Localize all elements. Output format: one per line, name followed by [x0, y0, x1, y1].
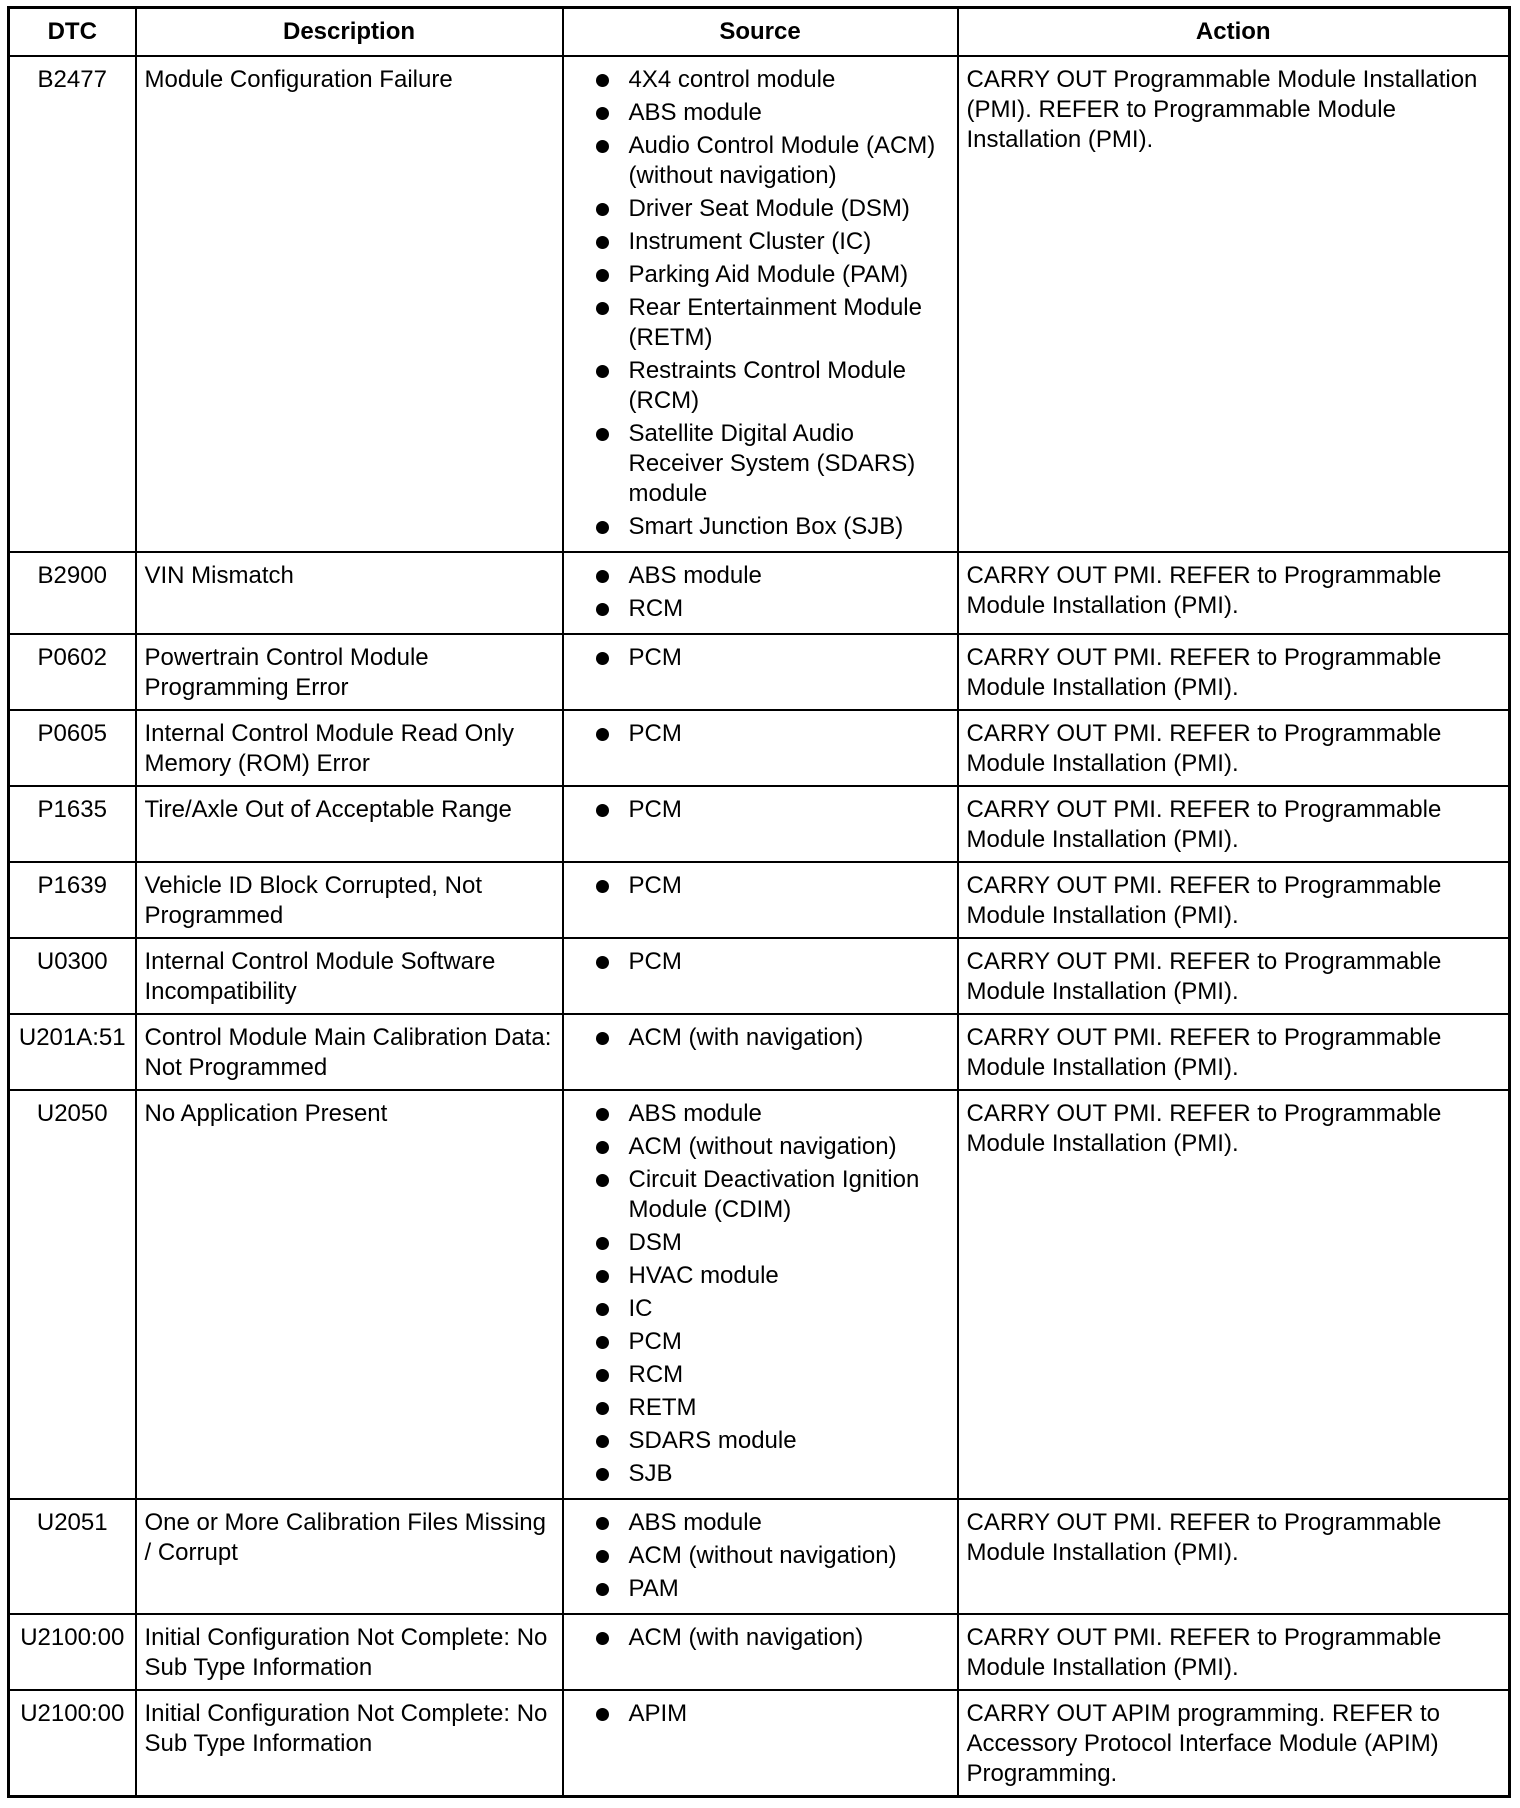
source-cell — [563, 862, 958, 938]
action-text: CARRY OUT PMI. REFER to Programmable Module Installation (PMI). — [958, 1014, 1510, 1090]
source-item: ACM (with navigation) — [596, 1023, 949, 1053]
source-item: SJB — [596, 1459, 949, 1489]
source-item: ABS module — [596, 98, 949, 128]
source-list — [572, 65, 949, 542]
source-item: ACM (without navigation) — [596, 1132, 949, 1162]
header-action: Action — [958, 8, 1510, 57]
action-text: CARRY OUT PMI. REFER to Programmable Module Installation (PMI). — [958, 938, 1510, 1014]
source-item: ACM (without navigation) — [596, 1541, 949, 1571]
source-item: DSM — [596, 1228, 949, 1258]
source-list — [572, 871, 949, 901]
source-item: ABS module — [596, 561, 949, 591]
source-item: RCM — [596, 1360, 949, 1390]
action-text: CARRY OUT PMI. REFER to Programmable Module Installation (PMI). — [958, 786, 1510, 862]
source-item: PCM — [596, 643, 949, 673]
dtc-code: P0605 — [9, 710, 136, 786]
table-row — [9, 552, 1510, 634]
dtc-description: Module Configuration Failure — [136, 56, 563, 552]
header-row — [9, 8, 1510, 57]
source-list — [572, 1623, 949, 1653]
source-item: 4X4 control module — [596, 65, 949, 95]
dtc-code: B2477 — [9, 56, 136, 552]
table-row — [9, 634, 1510, 710]
source-cell — [563, 1499, 958, 1614]
source-item: Driver Seat Module (DSM) — [596, 194, 949, 224]
source-item: Instrument Cluster (IC) — [596, 227, 949, 257]
dtc-code: P0602 — [9, 634, 136, 710]
table-row — [9, 1614, 1510, 1690]
source-cell — [563, 786, 958, 862]
action-text: CARRY OUT Programmable Module Installation (PMI). REFER to Programmable Module Installation (PMI). — [958, 56, 1510, 552]
table-row — [9, 786, 1510, 862]
action-text: CARRY OUT PMI. REFER to Programmable Module Installation (PMI). — [958, 1614, 1510, 1690]
source-list — [572, 643, 949, 673]
source-cell — [563, 1614, 958, 1690]
source-item: PCM — [596, 1327, 949, 1357]
source-item: Satellite Digital Audio Receiver System (SDARS) module — [596, 419, 949, 509]
dtc-description: Tire/Axle Out of Acceptable Range — [136, 786, 563, 862]
source-cell — [563, 1690, 958, 1797]
dtc-description: Initial Configuration Not Complete: No Sub Type Information — [136, 1614, 563, 1690]
dtc-code: U2100:00 — [9, 1614, 136, 1690]
source-item: Restraints Control Module (RCM) — [596, 356, 949, 416]
header-dtc: DTC — [9, 8, 136, 57]
source-list — [572, 1023, 949, 1053]
table-body — [9, 56, 1510, 1797]
table-row — [9, 710, 1510, 786]
source-item: Rear Entertainment Module (RETM) — [596, 293, 949, 353]
source-list — [572, 1099, 949, 1489]
source-item: Smart Junction Box (SJB) — [596, 512, 949, 542]
dtc-description: Powertrain Control Module Programming Error — [136, 634, 563, 710]
header-description: Description — [136, 8, 563, 57]
source-item: ABS module — [596, 1099, 949, 1129]
source-item: PCM — [596, 871, 949, 901]
action-text: CARRY OUT PMI. REFER to Programmable Module Installation (PMI). — [958, 1090, 1510, 1499]
source-cell — [563, 1090, 958, 1499]
dtc-description: Initial Configuration Not Complete: No Sub Type Information — [136, 1690, 563, 1797]
source-item: ABS module — [596, 1508, 949, 1538]
dtc-description: No Application Present — [136, 1090, 563, 1499]
table-row — [9, 938, 1510, 1014]
source-item: IC — [596, 1294, 949, 1324]
source-cell — [563, 552, 958, 634]
dtc-description: One or More Calibration Files Missing / Corrupt — [136, 1499, 563, 1614]
source-list — [572, 719, 949, 749]
source-cell — [563, 56, 958, 552]
action-text: CARRY OUT PMI. REFER to Programmable Module Installation (PMI). — [958, 710, 1510, 786]
source-item: Parking Aid Module (PAM) — [596, 260, 949, 290]
source-item: HVAC module — [596, 1261, 949, 1291]
source-item: PCM — [596, 795, 949, 825]
source-list — [572, 1508, 949, 1604]
dtc-code: P1635 — [9, 786, 136, 862]
source-cell — [563, 710, 958, 786]
dtc-code: U2050 — [9, 1090, 136, 1499]
source-item: RETM — [596, 1393, 949, 1423]
dtc-code: U0300 — [9, 938, 136, 1014]
source-cell — [563, 1014, 958, 1090]
table-row — [9, 1090, 1510, 1499]
source-item: ACM (with navigation) — [596, 1623, 949, 1653]
source-cell — [563, 938, 958, 1014]
source-item: PAM — [596, 1574, 949, 1604]
dtc-table — [7, 6, 1511, 1798]
dtc-description: Internal Control Module Read Only Memory (ROM) Error — [136, 710, 563, 786]
table-row — [9, 56, 1510, 552]
source-item: APIM — [596, 1699, 949, 1729]
action-text: CARRY OUT PMI. REFER to Programmable Module Installation (PMI). — [958, 634, 1510, 710]
action-text: CARRY OUT APIM programming. REFER to Accessory Protocol Interface Module (APIM) Programming. — [958, 1690, 1510, 1797]
source-list — [572, 947, 949, 977]
table-row — [9, 1499, 1510, 1614]
dtc-description: Control Module Main Calibration Data: Not Programmed — [136, 1014, 563, 1090]
source-list — [572, 1699, 949, 1729]
dtc-code: U2100:00 — [9, 1690, 136, 1797]
source-item: PCM — [596, 719, 949, 749]
table-row — [9, 1690, 1510, 1797]
dtc-description: Vehicle ID Block Corrupted, Not Programmed — [136, 862, 563, 938]
source-item: SDARS module — [596, 1426, 949, 1456]
source-cell — [563, 634, 958, 710]
source-item: RCM — [596, 594, 949, 624]
source-item: Audio Control Module (ACM) (without navigation) — [596, 131, 949, 191]
table-row — [9, 862, 1510, 938]
dtc-code: P1639 — [9, 862, 136, 938]
dtc-description: VIN Mismatch — [136, 552, 563, 634]
source-item: PCM — [596, 947, 949, 977]
action-text: CARRY OUT PMI. REFER to Programmable Module Installation (PMI). — [958, 862, 1510, 938]
action-text: CARRY OUT PMI. REFER to Programmable Module Installation (PMI). — [958, 1499, 1510, 1614]
source-item: Circuit Deactivation Ignition Module (CDIM) — [596, 1165, 949, 1225]
header-source: Source — [563, 8, 958, 57]
dtc-code: U201A:51 — [9, 1014, 136, 1090]
source-list — [572, 795, 949, 825]
table-row — [9, 1014, 1510, 1090]
dtc-code: B2900 — [9, 552, 136, 634]
dtc-description: Internal Control Module Software Incompatibility — [136, 938, 563, 1014]
dtc-code: U2051 — [9, 1499, 136, 1614]
source-list — [572, 561, 949, 624]
action-text: CARRY OUT PMI. REFER to Programmable Module Installation (PMI). — [958, 552, 1510, 634]
